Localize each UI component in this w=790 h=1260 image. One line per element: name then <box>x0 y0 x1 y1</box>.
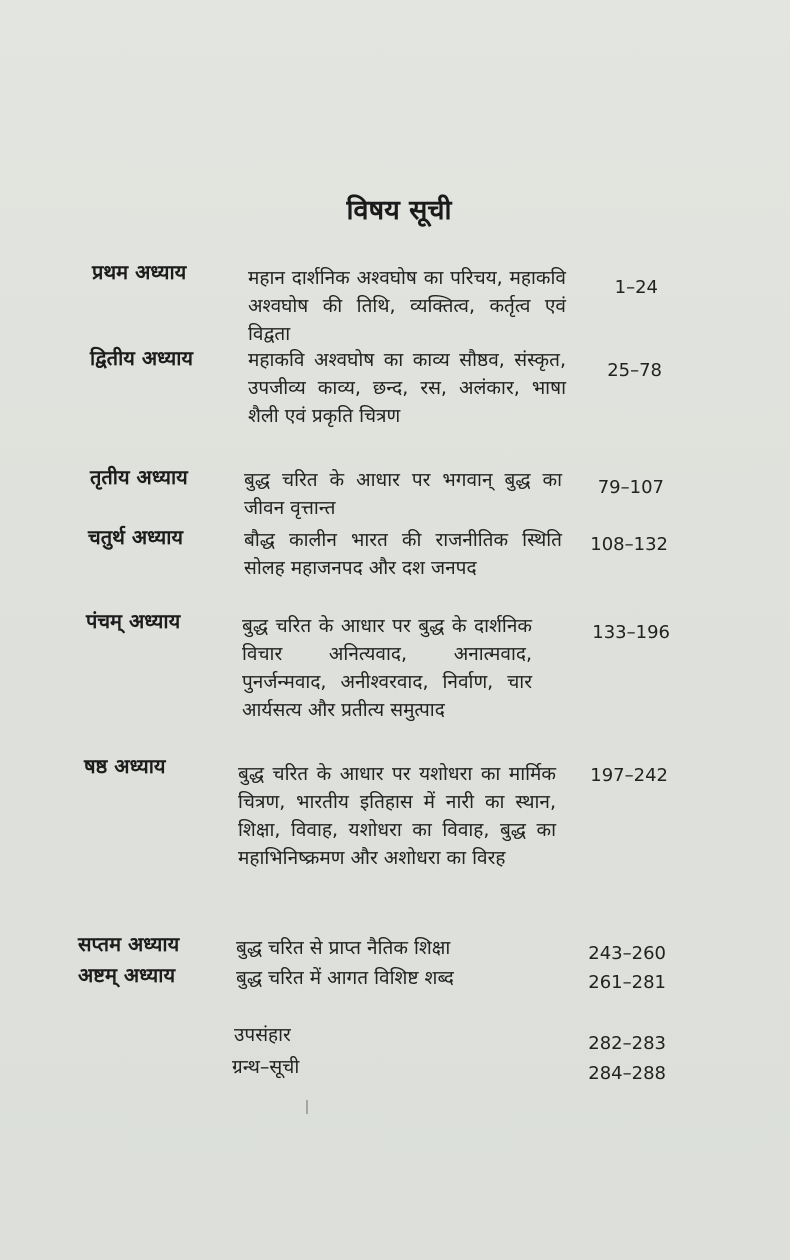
chapter-label: सप्तम अध्याय <box>78 932 180 956</box>
page-range: 282–283 <box>588 1033 666 1054</box>
chapter-description: बुद्ध चरित में आगत विशिष्ट शब्द <box>236 967 454 989</box>
chapter-label: प्रथम अध्याय <box>92 260 187 284</box>
page-range: 1–24 <box>614 277 658 298</box>
chapter-label: चतुर्थ अध्याय <box>88 525 184 549</box>
conclusion-label: उपसंहार <box>234 1024 291 1046</box>
bibliography-label: ग्रन्थ–सूची <box>232 1056 300 1078</box>
chapter-label: षष्ठ अध्याय <box>84 754 166 778</box>
page-range: 108–132 <box>590 534 668 555</box>
ink-mark <box>306 1100 308 1114</box>
chapter-description: बुद्ध चरित से प्राप्त नैतिक शिक्षा <box>236 937 451 959</box>
page-range: 25–78 <box>607 360 662 381</box>
chapter-description: महाकवि अश्वघोष का काव्य सौष्ठव, संस्कृत, उपजीव्य काव्य, छन्द, रस, अलंकार, भाषा शैली एवं प्रकृति चित्रण <box>248 349 566 427</box>
chapter-description: बुद्ध चरित के आधार पर भगवान् बुद्ध का जीवन वृत्तान्त <box>244 469 562 519</box>
page-range: 243–260 <box>588 943 666 964</box>
page-range: 261–281 <box>588 972 666 993</box>
page-range: 284–288 <box>588 1063 666 1084</box>
chapter-label: द्वितीय अध्याय <box>90 346 194 370</box>
chapter-description: बुद्ध चरित के आधार पर यशोधरा का मार्मिक चित्रण, भारतीय इतिहास में नारी का स्थान, शिक्षा, विवाह, यशोधरा का विवाह, बुद्ध का महाभिनिष्क्रमण और अशोधरा का विरह <box>238 763 556 869</box>
chapter-description: बौद्ध कालीन भारत की राजनीतिक स्थिति सोलह महाजनपद और दश जनपद <box>244 529 562 579</box>
page-range: 133–196 <box>592 622 670 643</box>
chapter-label: अष्टम् अध्याय <box>78 963 176 987</box>
page-title: विषय सूची <box>346 195 452 226</box>
chapter-label: तृतीय अध्याय <box>90 465 188 489</box>
page-range: 79–107 <box>597 477 664 498</box>
chapter-description: बुद्ध चरित के आधार पर बुद्ध के दार्शनिक विचार अनित्यवाद, अनात्मवाद, पुनर्जन्मवाद, अनीश्वरवाद, निर्वाण, चार आर्यसत्य और प्रतीत्य समुत्पाद <box>242 615 532 721</box>
chapter-label: पंचम् अध्याय <box>86 609 181 633</box>
chapter-description: महान दार्शनिक अश्वघोष का परिचय, महाकवि अश्वघोष की तिथि, व्यक्तित्व, कर्तृत्व एवं विद्वता <box>248 267 566 345</box>
page-range: 197–242 <box>590 765 668 786</box>
